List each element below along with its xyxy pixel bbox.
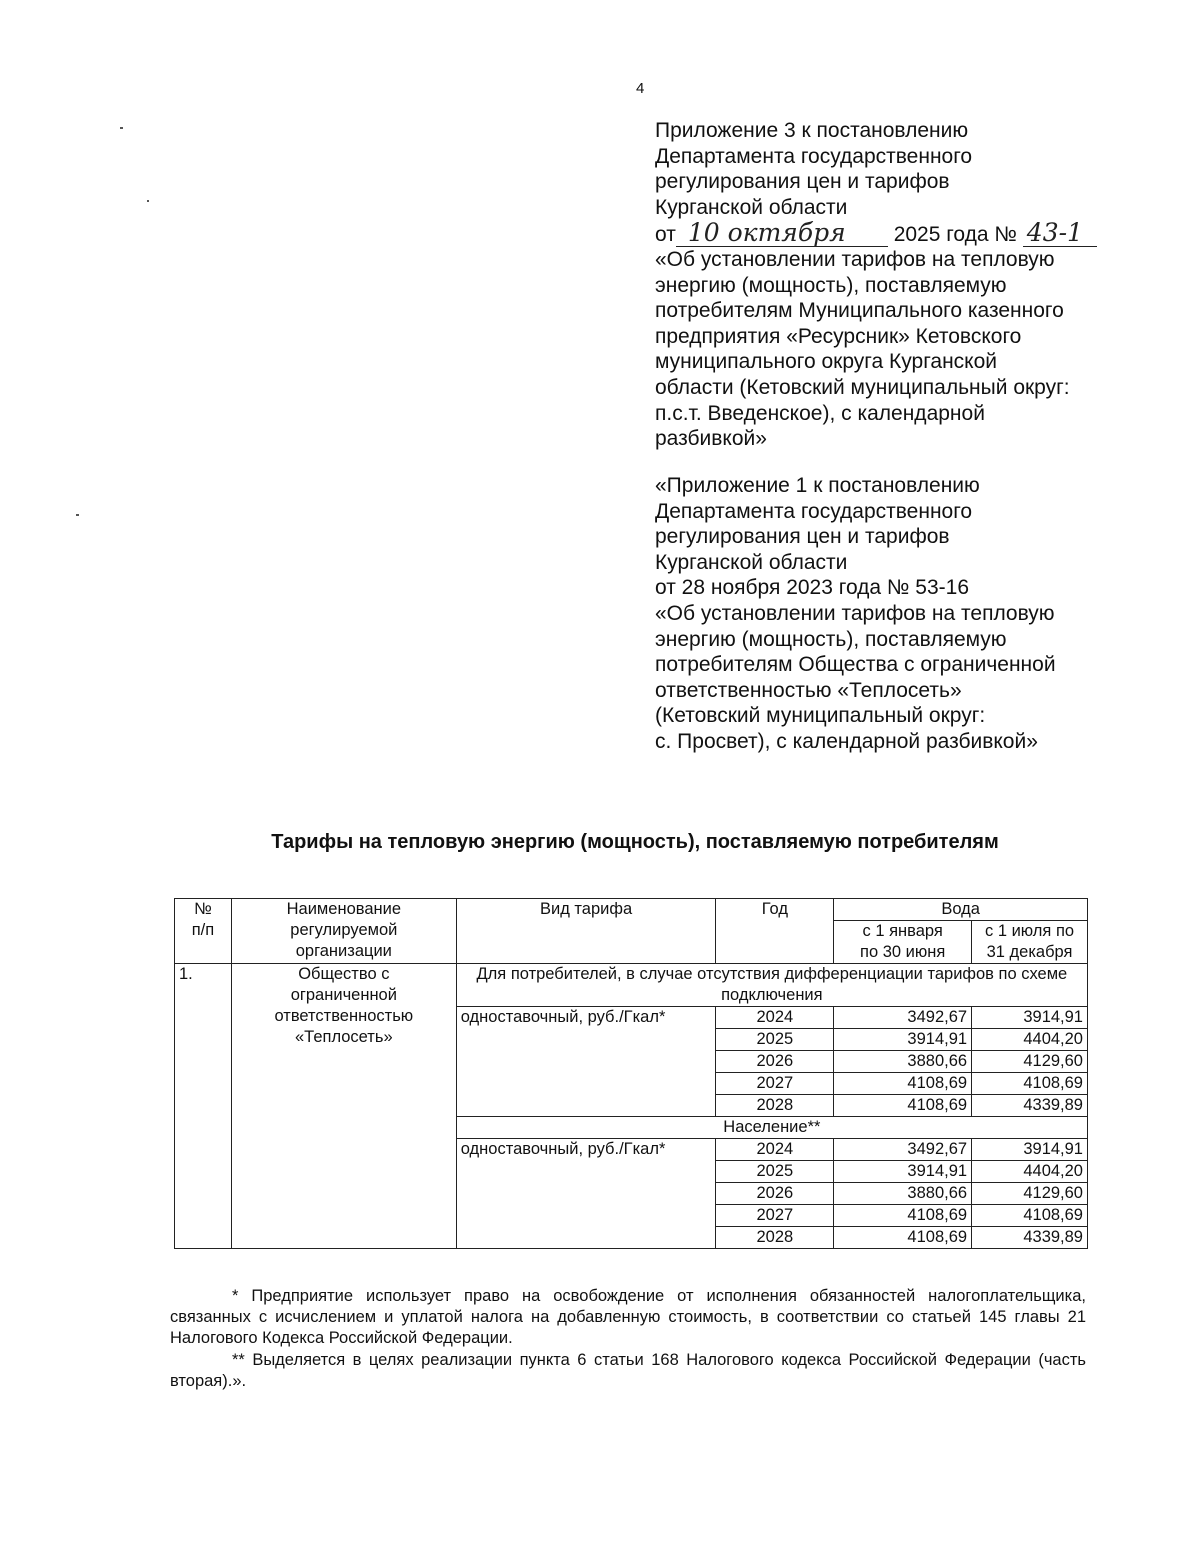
h2-cell: 4129,60 <box>972 1051 1088 1073</box>
h2-cell: 4404,20 <box>972 1161 1088 1183</box>
header-tariff-type: Вид тарифа <box>456 899 716 964</box>
h2-cell: 3914,91 <box>972 1139 1088 1161</box>
year-cell: 2025 <box>716 1161 834 1183</box>
tariff-table <box>174 898 1088 1249</box>
h1-cell: 3492,67 <box>834 1139 972 1161</box>
header-org: Наименование регулируемой организации <box>231 899 456 964</box>
year-cell: 2026 <box>716 1183 834 1205</box>
header-year: Год <box>716 899 834 964</box>
year-cell: 2024 <box>716 1139 834 1161</box>
appendix-date-line <box>655 220 1175 250</box>
referenced-appendix: «Приложение 1 к постановлению Департамента государственного регулирования цен и тарифов Курганской области от 28 ноября 2023 года № 53-16 «Об установлении тарифов на тепловую энергию (мощность), поставляемую потребителям Общества с ограниченной ответственностью «Теплосеть» (Кетовский муниципальный округ: с. Просвет), с календарной разбивкой» <box>655 474 1056 753</box>
h2-cell: 4339,89 <box>972 1227 1088 1249</box>
year-cell: 2027 <box>716 1205 834 1227</box>
org-name: Общество с ограниченной ответственностью «Теплосеть» <box>231 964 456 1249</box>
header-h2: с 1 июля по 31 декабря <box>972 921 1088 964</box>
h1-cell: 3492,67 <box>834 1007 972 1029</box>
h1-cell: 4108,69 <box>834 1205 972 1227</box>
footnote-1: * Предприятие использует право на освобождение от исполнения обязанностей налогоплательщика, связанных с исчислением и уплатой налога на добавленную стоимость, в соответствии со статьей 145 главы 21 Налогового Кодекса Российской Федерации. <box>170 1287 1086 1347</box>
tariff-type: одноставочный, руб./Гкал* <box>456 1007 716 1117</box>
h2-cell: 4129,60 <box>972 1183 1088 1205</box>
year-text: 2025 года № <box>893 223 1017 246</box>
year-cell: 2027 <box>716 1073 834 1095</box>
h1-cell: 4108,69 <box>834 1227 972 1249</box>
h1-cell: 3914,91 <box>834 1161 972 1183</box>
scan-speck <box>76 514 79 516</box>
year-cell: 2024 <box>716 1007 834 1029</box>
h1-cell: 3880,66 <box>834 1051 972 1073</box>
h1-cell: 4108,69 <box>834 1095 972 1117</box>
year-cell: 2025 <box>716 1029 834 1051</box>
table-row <box>175 964 1088 1007</box>
page-number: 4 <box>636 80 645 97</box>
h2-cell: 4339,89 <box>972 1095 1088 1117</box>
scan-speck <box>147 200 149 202</box>
row-number: 1. <box>175 964 232 1249</box>
year-cell: 2026 <box>716 1051 834 1073</box>
group-title: Для потребителей, в случае отсутствия дифференциации тарифов по схеме подключения <box>456 964 1087 1007</box>
appendix-subject: «Об установлении тарифов на тепловую энергию (мощность), поставляемую потребителям Муниципального казенного предприятия «Ресурсник» Кетовского муниципального округа Курганской области (Кетовский муниципальный округ: п.с.т. Введенское), с календарной разбивкой» <box>655 248 1070 451</box>
h1-cell: 4108,69 <box>834 1073 972 1095</box>
year-cell: 2028 <box>716 1227 834 1249</box>
date-prefix: от <box>655 223 676 246</box>
header-h1: с 1 января по 30 июня <box>834 921 972 964</box>
h1-cell: 3914,91 <box>834 1029 972 1051</box>
h2-cell: 4108,69 <box>972 1205 1088 1227</box>
appendix-header-lines: Приложение 3 к постановлению Департамента государственного регулирования цен и тарифов Курганской области <box>655 119 973 219</box>
table-title: Тарифы на тепловую энергию (мощность), поставляемую потребителям <box>271 831 999 853</box>
scan-speck <box>120 127 123 129</box>
h2-cell: 4404,20 <box>972 1029 1088 1051</box>
header-num: № п/п <box>175 899 232 964</box>
h2-cell: 4108,69 <box>972 1073 1088 1095</box>
handwritten-number: 43-1 <box>1023 220 1097 247</box>
header-water: Вода <box>834 899 1088 921</box>
year-cell: 2028 <box>716 1095 834 1117</box>
tariff-type: одноставочный, руб./Гкал* <box>456 1139 716 1249</box>
table-header-row <box>175 899 1088 921</box>
handwritten-date: 10 октября <box>676 220 888 247</box>
footnote-2: ** Выделяется в целях реализации пункта 6 статьи 168 Налогового кодекса Российской Федерации (часть вторая).». <box>170 1351 1086 1390</box>
h1-cell: 3880,66 <box>834 1183 972 1205</box>
group-title: Население** <box>456 1117 1087 1139</box>
h2-cell: 3914,91 <box>972 1007 1088 1029</box>
